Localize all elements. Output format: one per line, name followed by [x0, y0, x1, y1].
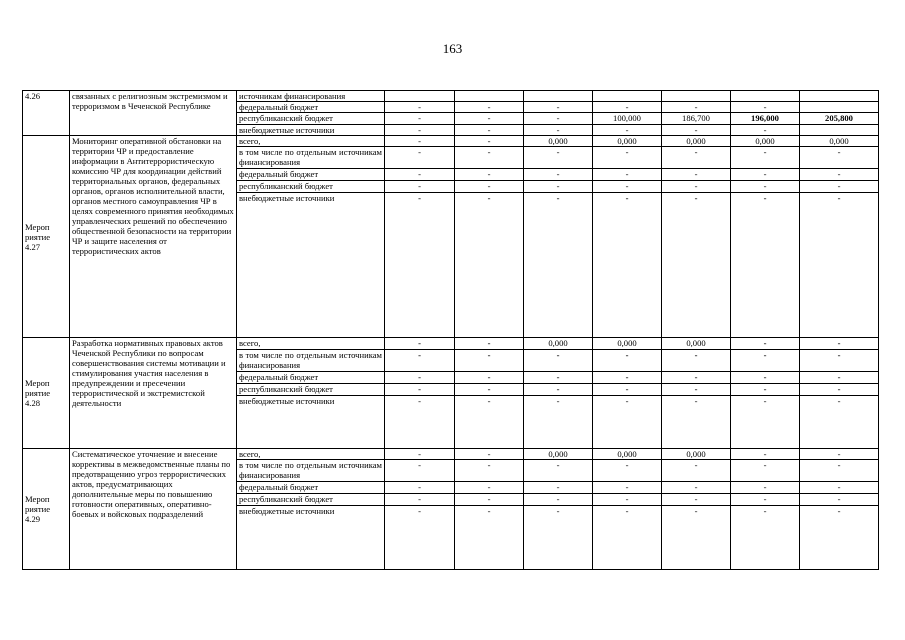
value-cell: 0,000	[662, 136, 731, 147]
funding-source: федеральный бюджет	[237, 372, 385, 384]
value-cell: -	[593, 396, 662, 449]
value-cell: -	[455, 460, 524, 482]
value-cell: -	[662, 102, 731, 113]
value-cell: -	[385, 460, 455, 482]
value-cell: -	[731, 494, 800, 506]
value-cell: -	[731, 193, 800, 338]
value-cell: -	[731, 147, 800, 169]
funding-source: в том числе по отдельным источникам финансирования	[237, 147, 385, 169]
measure-name: Систематическое уточнение и внесение коррективы в межведомственные планы по предотвращению угроз террористических актов, предусматривающих дополнительные меры по повышению готовности оперативных, оперативно-боевых и войсковых подразделений	[70, 449, 237, 570]
value-cell: -	[593, 350, 662, 372]
table-row	[23, 91, 879, 102]
value-cell: -	[662, 147, 731, 169]
measure-name: связанных с религиозным экстремизмом и терроризмом в Чеченской Республике	[70, 91, 237, 136]
value-cell: -	[385, 125, 455, 136]
value-cell: -	[593, 169, 662, 181]
value-cell: -	[593, 147, 662, 169]
value-cell: -	[385, 506, 455, 570]
value-cell	[593, 91, 662, 102]
value-cell: -	[662, 372, 731, 384]
value-cell	[800, 102, 879, 113]
value-cell: -	[455, 147, 524, 169]
funding-source: внебюджетные источники	[237, 125, 385, 136]
value-cell: -	[593, 494, 662, 506]
funding-source: республиканский бюджет	[237, 494, 385, 506]
funding-source: внебюджетные источники	[237, 506, 385, 570]
value-cell: -	[385, 338, 455, 350]
value-cell: -	[593, 384, 662, 396]
value-cell: -	[731, 169, 800, 181]
value-cell: -	[385, 396, 455, 449]
value-cell: -	[524, 125, 593, 136]
value-cell: -	[662, 169, 731, 181]
value-cell: -	[524, 482, 593, 494]
value-cell	[800, 125, 879, 136]
value-cell: 0,000	[593, 338, 662, 350]
value-cell: -	[385, 113, 455, 125]
value-cell	[662, 91, 731, 102]
value-cell: -	[800, 181, 879, 193]
value-cell: -	[524, 102, 593, 113]
budget-table	[22, 90, 879, 570]
value-cell: -	[800, 449, 879, 460]
value-cell: 100,000	[593, 113, 662, 125]
value-cell: -	[662, 482, 731, 494]
value-cell: -	[800, 147, 879, 169]
funding-source: в том числе по отдельным источникам финансирования	[237, 350, 385, 372]
value-cell: -	[524, 193, 593, 338]
value-cell: -	[455, 193, 524, 338]
value-cell: -	[524, 372, 593, 384]
value-cell: 0,000	[662, 338, 731, 350]
value-cell: -	[385, 136, 455, 147]
value-cell: 0,000	[524, 136, 593, 147]
funding-source: внебюджетные источники	[237, 396, 385, 449]
value-cell: -	[662, 193, 731, 338]
value-cell: -	[731, 482, 800, 494]
value-cell: 0,000	[731, 136, 800, 147]
value-cell: 0,000	[524, 338, 593, 350]
value-cell: -	[593, 193, 662, 338]
value-cell: -	[662, 396, 731, 449]
value-cell: 0,000	[524, 449, 593, 460]
value-cell: -	[593, 460, 662, 482]
funding-source: федеральный бюджет	[237, 482, 385, 494]
value-cell: 0,000	[593, 136, 662, 147]
table-row	[23, 338, 879, 350]
value-cell: -	[524, 350, 593, 372]
value-cell: -	[455, 102, 524, 113]
value-cell: -	[800, 494, 879, 506]
value-cell: -	[524, 147, 593, 169]
value-cell: -	[731, 372, 800, 384]
funding-source: источникам финансирования	[237, 91, 385, 102]
value-cell: -	[455, 169, 524, 181]
measure-code: Мероп риятие 4.29	[23, 449, 70, 570]
value-cell: -	[800, 482, 879, 494]
value-cell: -	[524, 460, 593, 482]
value-cell: -	[455, 384, 524, 396]
value-cell: -	[524, 169, 593, 181]
value-cell: -	[731, 396, 800, 449]
value-cell: -	[385, 482, 455, 494]
funding-source: федеральный бюджет	[237, 102, 385, 113]
value-cell: -	[385, 102, 455, 113]
value-cell: -	[800, 384, 879, 396]
value-cell	[800, 91, 879, 102]
value-cell: -	[800, 460, 879, 482]
measure-code: Мероп риятие 4.27	[23, 136, 70, 338]
value-cell: 205,800	[800, 113, 879, 125]
value-cell: -	[385, 372, 455, 384]
value-cell: -	[662, 506, 731, 570]
table-row	[23, 449, 879, 460]
funding-source: республиканский бюджет	[237, 384, 385, 396]
funding-source: республиканский бюджет	[237, 113, 385, 125]
value-cell: -	[385, 494, 455, 506]
value-cell: -	[455, 372, 524, 384]
measure-name: Разработка нормативных правовых актов Чеченской Республики по вопросам совершенствования системы мотивации и стимулирования участия населения в предупреждении и пресечении террористической и экстремистской деятельности	[70, 338, 237, 449]
value-cell: -	[385, 147, 455, 169]
value-cell: -	[455, 338, 524, 350]
value-cell: -	[593, 181, 662, 193]
value-cell	[524, 91, 593, 102]
value-cell: -	[662, 384, 731, 396]
value-cell: -	[593, 372, 662, 384]
value-cell: -	[800, 506, 879, 570]
value-cell: -	[731, 125, 800, 136]
value-cell: -	[455, 136, 524, 147]
value-cell: -	[662, 460, 731, 482]
value-cell: 196,000	[731, 113, 800, 125]
value-cell	[731, 91, 800, 102]
funding-source: в том числе по отдельным источникам финансирования	[237, 460, 385, 482]
funding-source: всего,	[237, 449, 385, 460]
value-cell: -	[593, 482, 662, 494]
value-cell: -	[731, 449, 800, 460]
value-cell: -	[455, 396, 524, 449]
value-cell: -	[385, 169, 455, 181]
value-cell: -	[385, 181, 455, 193]
value-cell: -	[524, 113, 593, 125]
value-cell: -	[731, 384, 800, 396]
measure-name: Мониторинг оперативной обстановки на территории ЧР и предоставление информации в Антитеррористическую комиссию ЧР для координации действий территориальных органов, федеральных органов, органов исполнительной власти, органов местного самоуправления ЧР в целях современного принятия необходимых управленческих решений по обеспечению общественной безопасности на территории ЧР и защите населения от террористических актов	[70, 136, 237, 338]
value-cell: -	[455, 113, 524, 125]
value-cell	[385, 91, 455, 102]
value-cell: -	[385, 449, 455, 460]
value-cell: -	[455, 506, 524, 570]
value-cell: -	[593, 506, 662, 570]
value-cell: -	[800, 338, 879, 350]
value-cell: 0,000	[593, 449, 662, 460]
value-cell: -	[455, 125, 524, 136]
value-cell: -	[455, 181, 524, 193]
funding-source: республиканский бюджет	[237, 181, 385, 193]
value-cell: -	[800, 350, 879, 372]
value-cell: -	[731, 181, 800, 193]
funding-source: всего,	[237, 136, 385, 147]
value-cell: -	[800, 193, 879, 338]
value-cell: -	[524, 384, 593, 396]
value-cell: -	[662, 494, 731, 506]
value-cell: -	[662, 350, 731, 372]
value-cell: -	[662, 181, 731, 193]
value-cell	[455, 91, 524, 102]
value-cell: -	[800, 396, 879, 449]
value-cell: -	[731, 350, 800, 372]
funding-source: всего,	[237, 338, 385, 350]
value-cell: 0,000	[662, 449, 731, 460]
measure-code: Мероп риятие 4.28	[23, 338, 70, 449]
value-cell: -	[593, 102, 662, 113]
value-cell: -	[385, 193, 455, 338]
page-number: 163	[442, 41, 463, 56]
value-cell: -	[524, 494, 593, 506]
value-cell: 186,700	[662, 113, 731, 125]
value-cell: -	[385, 384, 455, 396]
table-row	[23, 136, 879, 147]
value-cell: -	[731, 506, 800, 570]
value-cell: -	[800, 372, 879, 384]
funding-source: федеральный бюджет	[237, 169, 385, 181]
value-cell: -	[593, 125, 662, 136]
value-cell: -	[455, 350, 524, 372]
value-cell: -	[455, 494, 524, 506]
value-cell: -	[731, 338, 800, 350]
value-cell: -	[385, 350, 455, 372]
measure-code: 4.26	[23, 91, 70, 136]
value-cell: 0,000	[800, 136, 879, 147]
value-cell: -	[731, 460, 800, 482]
value-cell: -	[524, 506, 593, 570]
value-cell: -	[731, 102, 800, 113]
value-cell: -	[455, 482, 524, 494]
value-cell: -	[455, 449, 524, 460]
funding-source: внебюджетные источники	[237, 193, 385, 338]
value-cell: -	[800, 169, 879, 181]
value-cell: -	[662, 125, 731, 136]
value-cell: -	[524, 396, 593, 449]
value-cell: -	[524, 181, 593, 193]
